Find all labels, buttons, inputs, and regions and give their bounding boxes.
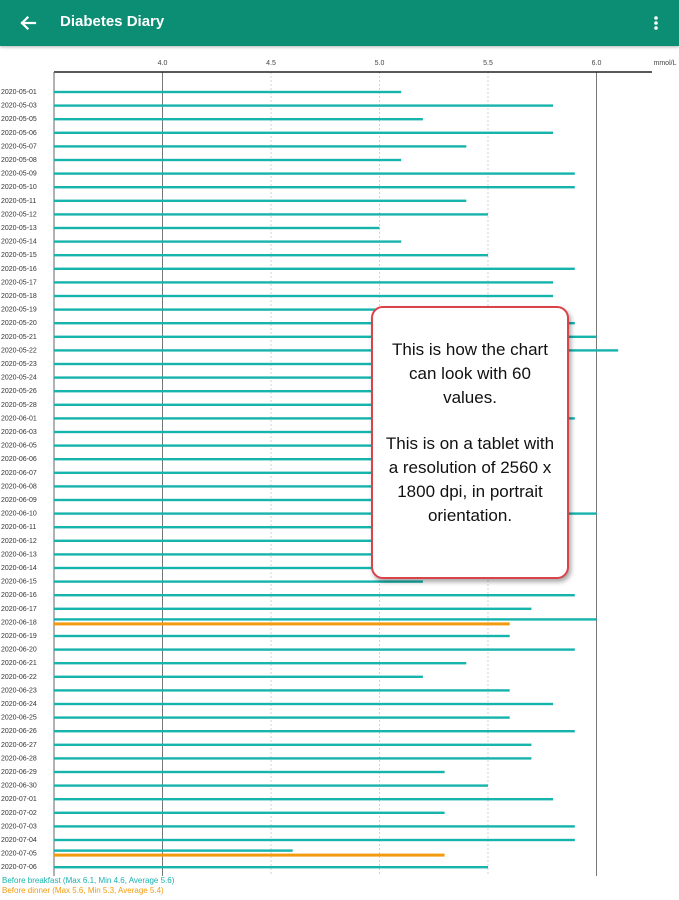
- bar-before-dinner: [54, 622, 510, 625]
- y-tick-label: 2020-06-01: [1, 415, 37, 423]
- bar-before-breakfast: [54, 662, 466, 664]
- y-tick-label: 2020-06-27: [1, 741, 37, 749]
- bar-before-breakfast: [54, 200, 466, 202]
- bar-before-breakfast: [54, 118, 423, 120]
- y-tick-label: 2020-06-03: [1, 429, 37, 436]
- y-tick-label: 2020-05-15: [1, 252, 37, 260]
- y-tick-label: 2020-06-25: [1, 714, 37, 722]
- bar-before-breakfast: [54, 648, 575, 650]
- y-tick-label: 2020-06-14: [1, 565, 37, 572]
- bar-before-breakfast: [54, 825, 575, 827]
- y-tick-label: 2020-06-24: [1, 701, 37, 708]
- y-tick-label: 2020-05-21: [1, 333, 37, 341]
- bar-before-breakfast: [54, 281, 553, 283]
- x-tick-label: 6.0: [591, 60, 602, 67]
- back-button[interactable]: [14, 9, 42, 37]
- bar-before-breakfast: [54, 812, 445, 814]
- bar-before-breakfast: [54, 744, 531, 746]
- x-tick-label: 4.5: [266, 60, 276, 67]
- y-tick-label: 2020-05-08: [1, 157, 37, 164]
- bar-before-breakfast: [54, 132, 553, 134]
- chart-legend: [2, 876, 174, 896]
- bar-before-breakfast: [54, 254, 488, 256]
- bar-before-breakfast: [54, 104, 553, 106]
- bar-before-breakfast: [54, 145, 466, 147]
- y-tick-label: 2020-06-17: [1, 605, 37, 613]
- y-tick-label: 2020-06-09: [1, 497, 37, 504]
- bar-before-breakfast: [54, 689, 510, 691]
- bar-before-breakfast: [54, 227, 380, 229]
- y-tick-label: 2020-05-11: [1, 197, 37, 205]
- x-unit-label: mmol/L: [653, 60, 677, 67]
- overflow-menu-button[interactable]: [647, 9, 665, 37]
- y-tick-label: 2020-06-28: [1, 755, 37, 763]
- y-tick-label: 2020-05-19: [1, 306, 37, 314]
- y-tick-label: 2020-05-16: [1, 265, 37, 273]
- y-tick-label: 2020-07-02: [1, 809, 37, 817]
- y-tick-label: 2020-07-03: [1, 823, 37, 831]
- chart: [0, 46, 679, 876]
- bar-before-breakfast: [54, 186, 575, 188]
- more-vertical-icon: [653, 14, 659, 32]
- y-tick-label: 2020-05-28: [1, 401, 37, 409]
- bar-before-breakfast: [54, 618, 597, 620]
- y-tick-label: 2020-05-14: [1, 238, 37, 246]
- arrow-left-icon: [19, 14, 37, 32]
- y-tick-label: 2020-06-21: [1, 660, 37, 668]
- y-tick-label: 2020-06-23: [1, 687, 37, 695]
- bar-before-breakfast: [54, 91, 401, 93]
- y-tick-label: 2020-06-16: [1, 592, 37, 600]
- app-bar: [0, 0, 679, 46]
- y-tick-label: 2020-07-01: [1, 796, 37, 804]
- callout-text-1: This is how the chart can look with 60 values.: [392, 340, 548, 407]
- y-tick-label: 2020-06-18: [1, 619, 37, 627]
- bar-before-breakfast: [54, 730, 575, 732]
- bar-before-breakfast: [54, 213, 488, 215]
- bar-before-breakfast: [54, 159, 401, 161]
- y-tick-label: 2020-06-11: [1, 524, 37, 532]
- y-tick-label: 2020-05-13: [1, 225, 37, 232]
- y-tick-label: 2020-06-22: [1, 673, 37, 681]
- y-tick-label: 2020-05-24: [1, 374, 37, 382]
- bar-before-breakfast: [54, 635, 510, 637]
- y-tick-label: 2020-06-20: [1, 646, 37, 654]
- y-tick-label: 2020-05-01: [1, 89, 37, 96]
- y-tick-label: 2020-07-05: [1, 850, 37, 858]
- x-tick-label: 5.0: [374, 60, 385, 67]
- bar-before-breakfast: [54, 849, 293, 851]
- y-tick-label: 2020-05-03: [1, 102, 37, 110]
- y-tick-label: 2020-05-07: [1, 143, 37, 151]
- y-tick-label: 2020-06-12: [1, 537, 37, 545]
- y-tick-label: 2020-06-13: [1, 551, 37, 559]
- y-tick-label: 2020-05-23: [1, 361, 37, 368]
- y-tick-label: 2020-06-19: [1, 633, 37, 640]
- bar-before-breakfast: [54, 240, 401, 242]
- y-tick-label: 2020-06-29: [1, 769, 37, 776]
- bar-before-breakfast: [54, 268, 575, 270]
- y-tick-label: 2020-07-04: [1, 837, 37, 844]
- bar-before-breakfast: [54, 703, 553, 705]
- annotation-callout: [371, 306, 569, 579]
- bar-before-breakfast: [54, 431, 423, 433]
- y-tick-label: 2020-06-06: [1, 456, 37, 464]
- y-tick-label: 2020-05-20: [1, 320, 37, 328]
- bar-before-breakfast: [54, 798, 553, 800]
- y-tick-label: 2020-05-09: [1, 170, 37, 178]
- y-tick-label: 2020-05-12: [1, 211, 37, 219]
- bar-before-breakfast: [54, 676, 423, 678]
- app-title: Diabetes Diary: [60, 13, 165, 30]
- y-tick-label: 2020-06-07: [1, 469, 37, 477]
- x-tick-label: 5.5: [483, 60, 493, 67]
- bar-before-breakfast: [54, 771, 445, 773]
- bar-before-breakfast: [54, 295, 553, 297]
- y-tick-label: 2020-06-30: [1, 782, 37, 790]
- y-tick-label: 2020-05-18: [1, 293, 37, 300]
- x-tick-label: 4.0: [157, 60, 168, 67]
- bar-before-dinner: [54, 854, 445, 857]
- legend-item: Before breakfast (Max 6.1, Min 4.6, Average 5.6): [2, 876, 175, 885]
- bar-before-breakfast: [54, 172, 575, 174]
- y-tick-label: 2020-06-15: [1, 578, 37, 586]
- y-tick-label: 2020-06-08: [1, 483, 37, 491]
- y-tick-label: 2020-05-10: [1, 184, 37, 192]
- bar-before-breakfast: [54, 784, 488, 786]
- bar-before-breakfast: [54, 608, 531, 610]
- bar-before-breakfast: [54, 716, 510, 718]
- legend-item: Before dinner (Max 5.6, Min 5.3, Average 5.4): [2, 886, 164, 895]
- bar-before-breakfast: [54, 757, 531, 759]
- y-tick-label: 2020-05-06: [1, 129, 37, 137]
- bar-before-breakfast: [54, 485, 401, 487]
- y-tick-label: 2020-07-06: [1, 864, 37, 872]
- bar-before-breakfast: [54, 866, 488, 868]
- y-tick-label: 2020-05-22: [1, 347, 37, 355]
- bar-before-breakfast: [54, 594, 575, 596]
- y-tick-label: 2020-06-05: [1, 442, 37, 450]
- bar-before-breakfast: [54, 839, 575, 841]
- y-tick-label: 2020-05-05: [1, 116, 37, 124]
- y-tick-label: 2020-05-26: [1, 388, 37, 396]
- y-tick-label: 2020-05-17: [1, 279, 37, 287]
- bar-before-breakfast: [54, 580, 423, 582]
- y-tick-label: 2020-06-10: [1, 510, 37, 518]
- y-tick-label: 2020-06-26: [1, 728, 37, 736]
- callout-text-2: This is on a tablet with a resolution of 2560 x 1800 dpi, in portrait orientation.: [385, 434, 555, 525]
